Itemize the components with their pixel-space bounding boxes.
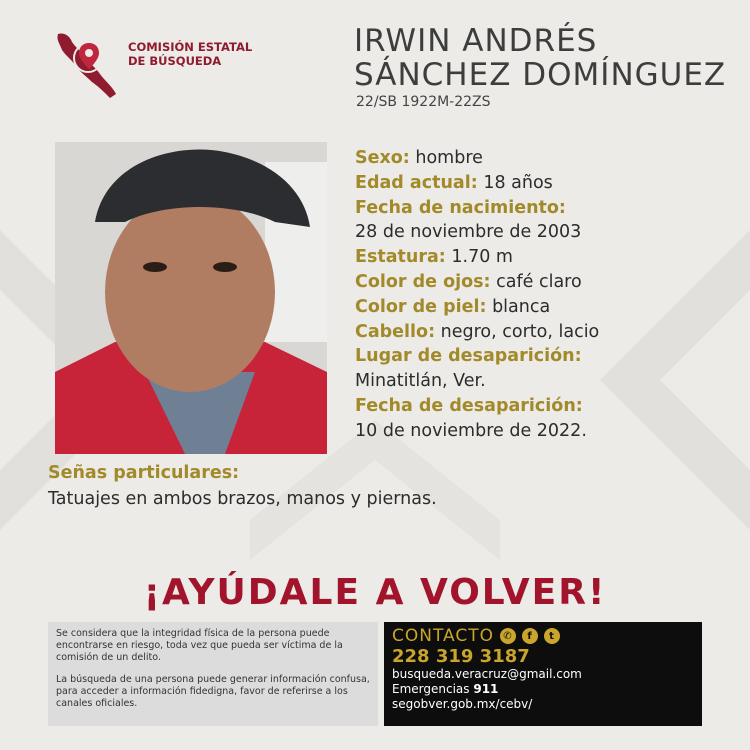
disclaimer-p1: Se considera que la integridad física de la persona puede encontrarse en riesgo, toda vez que pueda ser víctima de la comisión de un delito. [56,628,343,663]
detail-piel [355,295,599,320]
senas-value: Tatuajes en ambos brazos, manos y piernas. [48,489,437,509]
twitter-icon[interactable]: t [544,628,560,644]
emergency-number[interactable]: 911 [473,682,499,696]
contact-title: CONTACTO [392,626,494,646]
detail-label: Edad actual: [355,172,478,193]
contact-phone[interactable]: 228 319 3187 [392,646,530,667]
detail-label: Fecha de desaparición: [355,395,583,416]
contact-header [392,626,694,646]
logo-line2: DE BÚSQUEDA [128,54,222,68]
case-code: 22/SB 1922M-22ZS [356,94,491,110]
detail-cabello [355,320,599,345]
detail-lugar-value: Minatitlán, Ver. [355,371,486,392]
detail-value: 18 años [483,172,553,193]
senas-label: Señas particulares: [48,463,240,483]
detail-estatura [355,245,599,270]
detail-label: Color de ojos: [355,271,491,292]
detail-label: Sexo: [355,148,410,168]
detail-ojos [355,270,599,295]
detail-label: Estatura: [355,247,446,268]
detail-value: café claro [496,271,582,292]
detail-fecha-desaparicion-value: 10 de noviembre de 2022. [355,420,587,441]
detail-sexo [355,146,599,171]
photo-placeholder [55,142,327,454]
disclaimer-box [48,622,378,726]
disclaimer-p2: La búsqueda de una persona puede generar información confusa, para acceder a información fidedigna, favor de referirse a los canales oficiales. [56,674,370,709]
person-photo [55,142,327,454]
name-line1: IRWIN ANDRÉS [354,23,598,59]
contact-website[interactable]: segobver.gob.mx/cebv/ [392,697,533,711]
facebook-icon[interactable]: f [522,628,538,644]
person-name [354,24,726,92]
contact-box [384,622,702,726]
commission-logo [52,28,262,102]
logo-line1: COMISIÓN ESTATAL [128,40,253,54]
contact-emergency [392,682,694,697]
detail-value: 1.70 m [451,247,513,268]
detail-label: Fecha de nacimiento: [355,197,566,218]
detail-value: blanca [492,296,551,317]
detail-label: Color de piel: [355,296,487,317]
detail-label: Lugar de desaparición: [355,346,582,367]
location-pin-icon [78,42,100,70]
detail-nacimiento-value: 28 de noviembre de 2003 [355,222,582,243]
contact-email[interactable]: busqueda.veracruz@gmail.com [392,667,582,681]
detail-fecha-desaparicion [355,394,599,419]
detail-edad [355,171,599,196]
phone-icon[interactable]: ✆ [500,628,516,644]
detail-lugar [355,344,599,369]
detail-value: negro, corto, lacio [440,321,600,342]
emergency-label: Emergencias [392,682,470,696]
name-line2: SÁNCHEZ DOMÍNGUEZ [354,57,727,93]
headline: ¡AYÚDALE A VOLVER! [143,572,607,613]
detail-label: Cabello: [355,321,436,342]
detail-value: hombre [415,148,483,168]
details-list [355,146,599,444]
logo-text [128,40,252,68]
distinguishing-marks [48,460,437,512]
detail-nacimiento [355,196,599,221]
